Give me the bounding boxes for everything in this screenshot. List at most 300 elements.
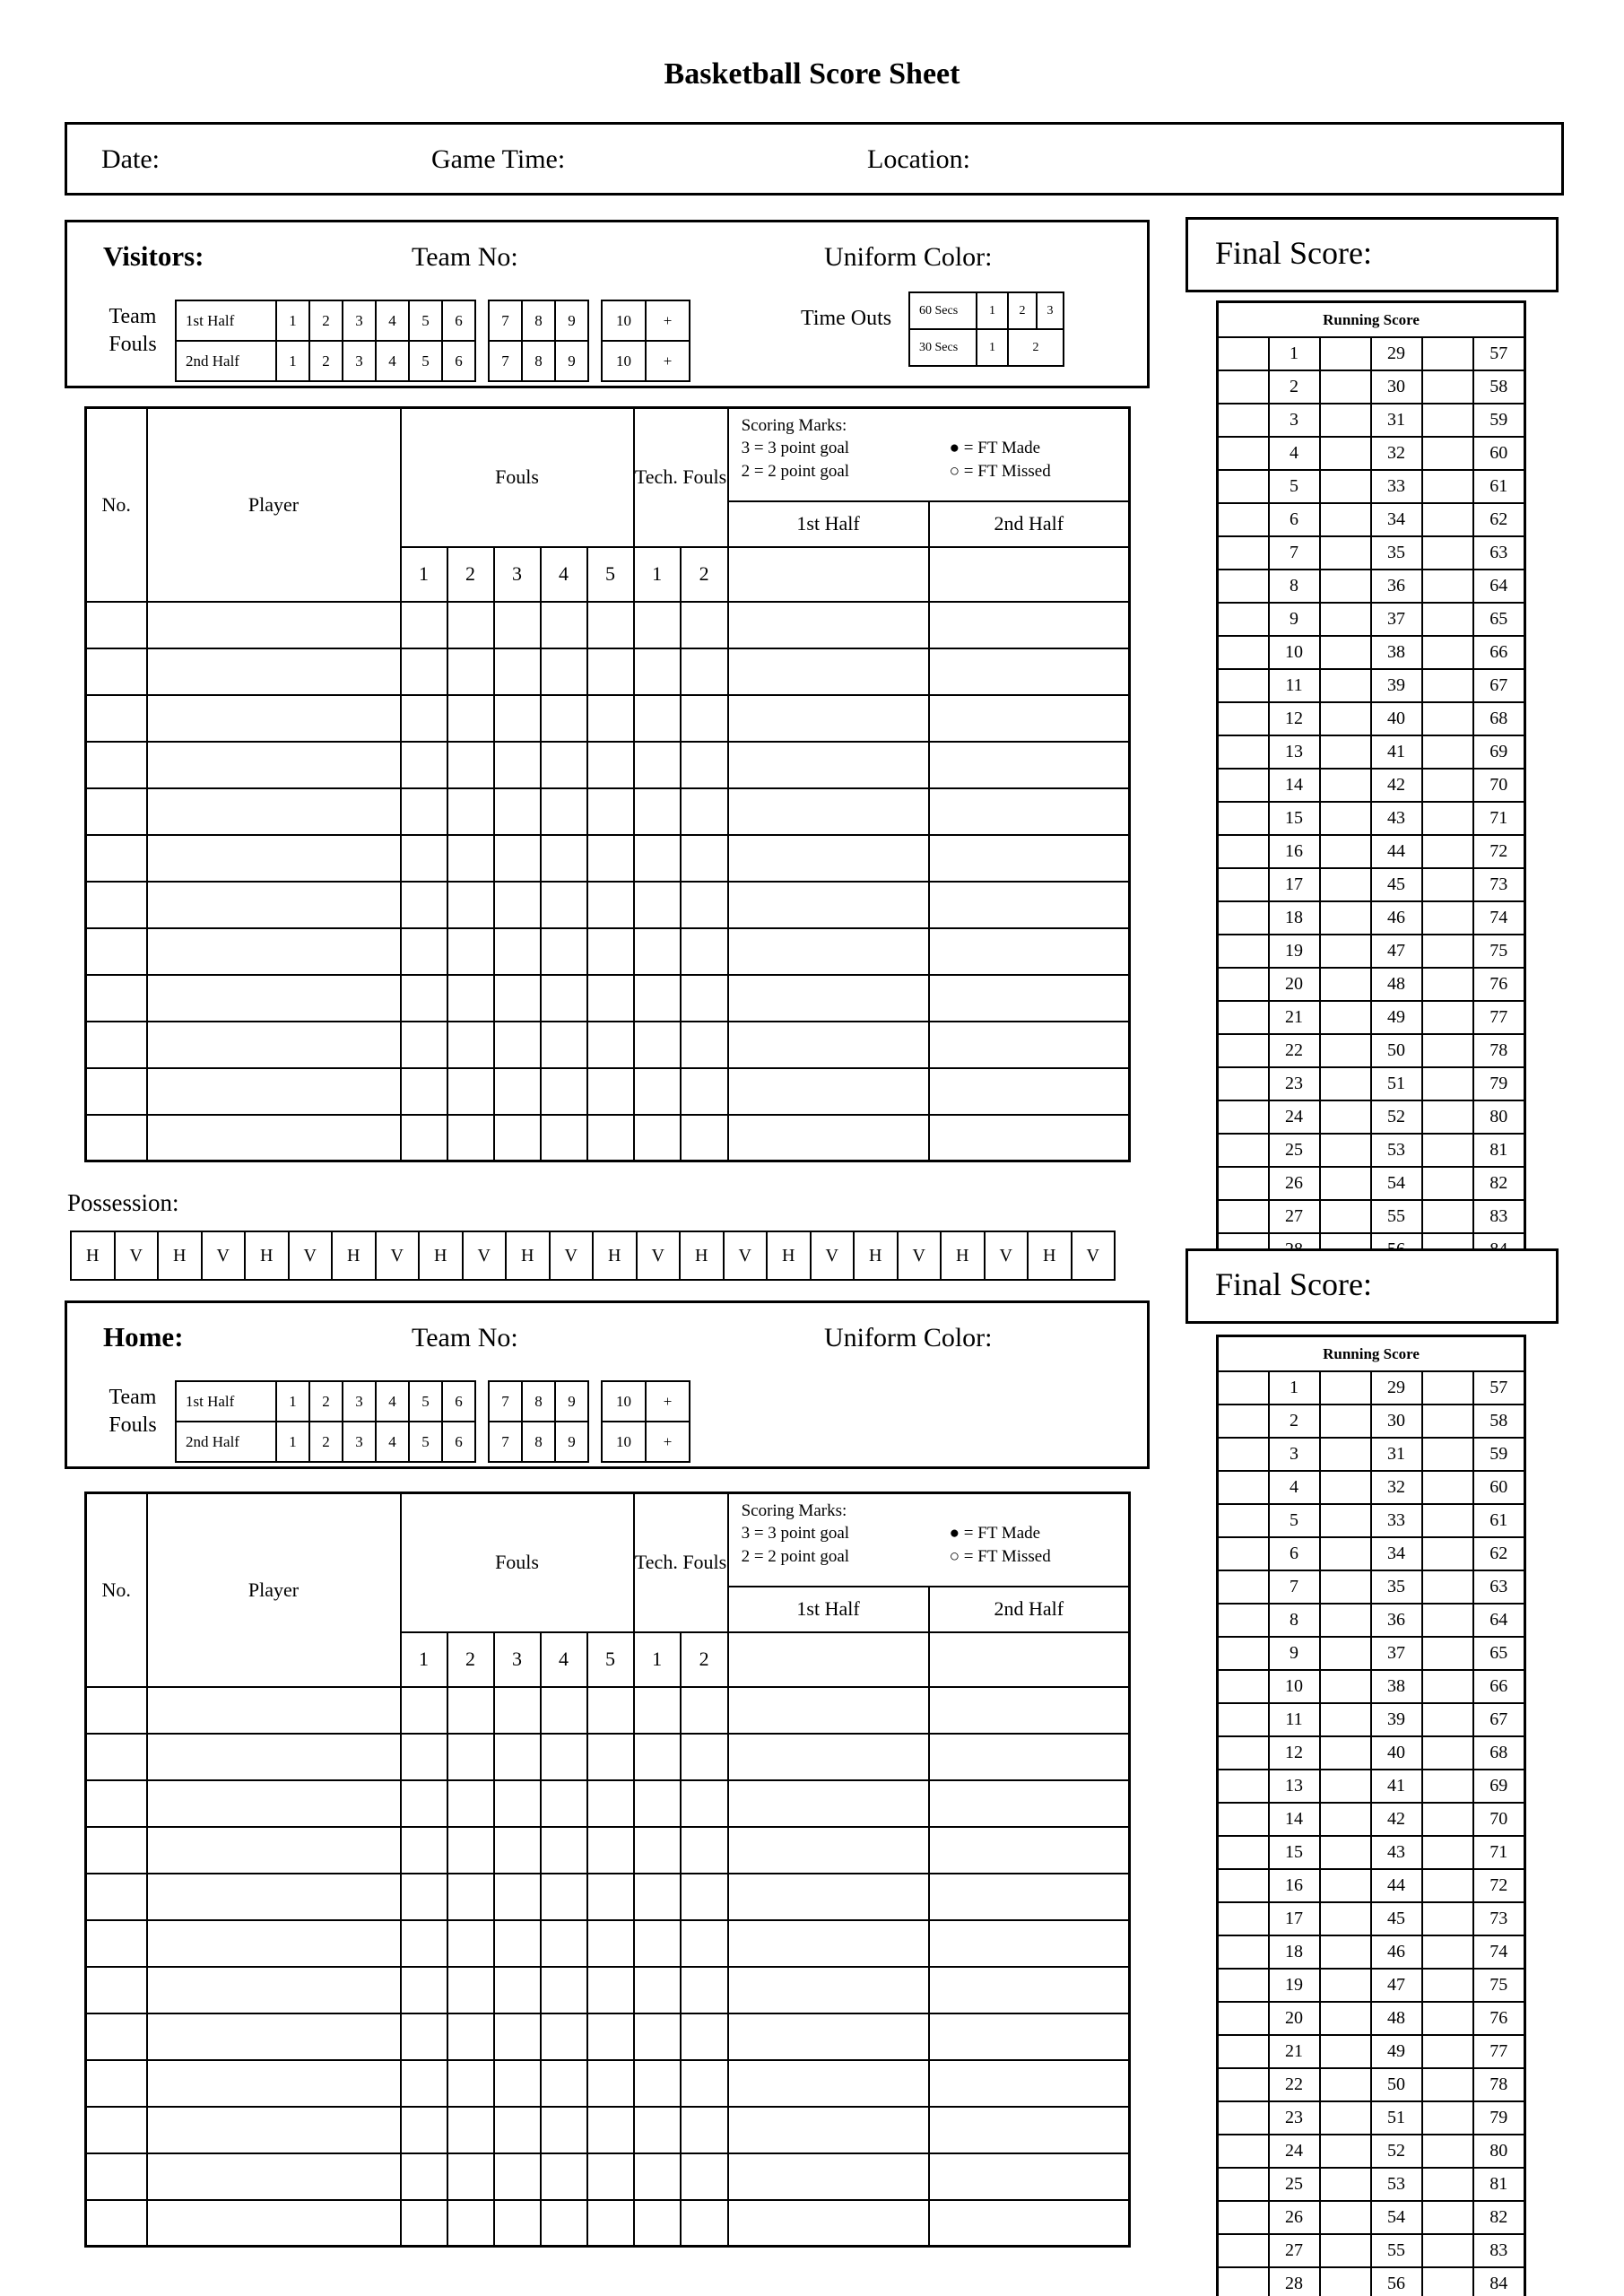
score-mark-cell[interactable]	[1422, 1969, 1473, 2002]
score-mark-cell[interactable]	[1422, 1471, 1473, 1504]
possession-cell-home[interactable]: H	[767, 1231, 811, 1280]
foul-mark-cell[interactable]	[587, 882, 634, 928]
score-mark-cell[interactable]	[1422, 536, 1473, 570]
tech-foul-mark-cell[interactable]	[634, 1115, 681, 1161]
score-number-cell[interactable]: 63	[1473, 536, 1525, 570]
score-number-cell[interactable]: 72	[1473, 1869, 1525, 1902]
score-number-cell[interactable]: 37	[1371, 603, 1422, 636]
score-mark-cell[interactable]	[1320, 2234, 1371, 2267]
first-half-scoring-cell[interactable]	[728, 1920, 929, 1967]
tech-foul-mark-cell[interactable]	[681, 1780, 728, 1827]
score-mark-cell[interactable]	[1320, 1537, 1371, 1570]
first-half-scoring-cell[interactable]	[728, 1967, 929, 2013]
time-out-cell[interactable]: 2	[1008, 329, 1064, 366]
score-mark-cell[interactable]	[1218, 2002, 1269, 2035]
team-foul-cell[interactable]: 3	[343, 1422, 376, 1462]
score-number-cell[interactable]: 21	[1269, 2035, 1320, 2068]
team-foul-cell[interactable]: 4	[376, 341, 409, 381]
score-number-cell[interactable]: 51	[1371, 2101, 1422, 2135]
tech-foul-mark-cell[interactable]	[681, 788, 728, 835]
score-number-cell[interactable]: 13	[1269, 735, 1320, 769]
score-mark-cell[interactable]	[1422, 2234, 1473, 2267]
foul-mark-cell[interactable]	[447, 2107, 494, 2153]
score-number-cell[interactable]: 43	[1371, 802, 1422, 835]
score-mark-cell[interactable]	[1218, 2234, 1269, 2267]
foul-mark-cell[interactable]	[401, 1687, 447, 1734]
foul-mark-cell[interactable]	[447, 1022, 494, 1068]
tech-foul-mark-cell[interactable]	[634, 788, 681, 835]
player-name-cell[interactable]	[147, 1967, 401, 2013]
second-half-scoring-cell[interactable]	[929, 2153, 1130, 2200]
tech-foul-mark-cell[interactable]	[634, 2200, 681, 2247]
score-mark-cell[interactable]	[1218, 1438, 1269, 1471]
score-number-cell[interactable]: 57	[1473, 1371, 1525, 1405]
possession-cell-visitor[interactable]: V	[724, 1231, 768, 1280]
score-number-cell[interactable]: 34	[1371, 1537, 1422, 1570]
tech-foul-mark-cell[interactable]	[681, 1874, 728, 1920]
foul-mark-cell[interactable]	[447, 1827, 494, 1874]
score-number-cell[interactable]: 48	[1371, 2002, 1422, 2035]
score-mark-cell[interactable]	[1320, 2035, 1371, 2068]
score-mark-cell[interactable]	[1320, 1935, 1371, 1969]
foul-mark-cell[interactable]	[401, 2060, 447, 2107]
score-number-cell[interactable]: 7	[1269, 536, 1320, 570]
score-number-cell[interactable]: 2	[1269, 1405, 1320, 1438]
score-number-cell[interactable]: 52	[1371, 2135, 1422, 2168]
score-mark-cell[interactable]	[1320, 1371, 1371, 1405]
foul-mark-cell[interactable]	[401, 788, 447, 835]
score-mark-cell[interactable]	[1422, 1034, 1473, 1067]
second-half-scoring-cell[interactable]	[929, 2107, 1130, 2153]
score-number-cell[interactable]: 67	[1473, 669, 1525, 702]
second-half-scoring-cell[interactable]	[929, 695, 1130, 742]
score-mark-cell[interactable]	[1320, 1637, 1371, 1670]
foul-mark-cell[interactable]	[541, 928, 587, 975]
foul-mark-cell[interactable]	[587, 1115, 634, 1161]
possession-cell-home[interactable]: H	[1028, 1231, 1072, 1280]
foul-mark-cell[interactable]	[494, 835, 541, 882]
second-half-scoring-cell[interactable]	[929, 1827, 1130, 1874]
score-mark-cell[interactable]	[1218, 968, 1269, 1001]
foul-mark-cell[interactable]	[587, 2153, 634, 2200]
foul-mark-cell[interactable]	[541, 2060, 587, 2107]
first-half-scoring-cell[interactable]	[728, 1068, 929, 1115]
score-number-cell[interactable]: 49	[1371, 2035, 1422, 2068]
score-mark-cell[interactable]	[1218, 1670, 1269, 1703]
foul-mark-cell[interactable]	[447, 2200, 494, 2247]
foul-mark-cell[interactable]	[447, 1920, 494, 1967]
score-number-cell[interactable]: 45	[1371, 1902, 1422, 1935]
player-no-cell[interactable]	[86, 1827, 147, 1874]
foul-mark-cell[interactable]	[401, 975, 447, 1022]
score-mark-cell[interactable]	[1218, 437, 1269, 470]
possession-cell-visitor[interactable]: V	[289, 1231, 333, 1280]
tech-foul-mark-cell[interactable]	[681, 928, 728, 975]
tech-foul-mark-cell[interactable]	[681, 2153, 728, 2200]
score-number-cell[interactable]: 42	[1371, 769, 1422, 802]
score-number-cell[interactable]: 65	[1473, 1637, 1525, 1670]
time-out-cell[interactable]: 1	[977, 329, 1008, 366]
team-foul-cell[interactable]: 6	[442, 1422, 475, 1462]
foul-mark-cell[interactable]	[447, 2013, 494, 2060]
score-number-cell[interactable]: 70	[1473, 1803, 1525, 1836]
score-mark-cell[interactable]	[1320, 2168, 1371, 2201]
score-number-cell[interactable]: 82	[1473, 2201, 1525, 2234]
score-mark-cell[interactable]	[1218, 1935, 1269, 1969]
foul-mark-cell[interactable]	[587, 1967, 634, 2013]
tech-foul-mark-cell[interactable]	[681, 1115, 728, 1161]
score-mark-cell[interactable]	[1422, 2135, 1473, 2168]
tech-foul-mark-cell[interactable]	[681, 1827, 728, 1874]
foul-mark-cell[interactable]	[401, 882, 447, 928]
player-name-cell[interactable]	[147, 1687, 401, 1734]
second-half-scoring-cell[interactable]	[929, 1734, 1130, 1780]
possession-cell-home[interactable]: H	[941, 1231, 985, 1280]
team-foul-cell[interactable]: 7	[489, 1381, 522, 1422]
tech-foul-mark-cell[interactable]	[634, 1734, 681, 1780]
score-number-cell[interactable]: 53	[1371, 2168, 1422, 2201]
score-mark-cell[interactable]	[1422, 2267, 1473, 2296]
team-foul-cell[interactable]: +	[646, 300, 690, 341]
tech-foul-mark-cell[interactable]	[681, 1920, 728, 1967]
first-half-scoring-cell[interactable]	[728, 1780, 929, 1827]
possession-cell-visitor[interactable]: V	[202, 1231, 246, 1280]
score-number-cell[interactable]: 30	[1371, 1405, 1422, 1438]
score-number-cell[interactable]: 81	[1473, 1134, 1525, 1167]
score-number-cell[interactable]: 79	[1473, 2101, 1525, 2135]
foul-mark-cell[interactable]	[401, 1734, 447, 1780]
score-mark-cell[interactable]	[1320, 901, 1371, 935]
player-no-cell[interactable]	[86, 2153, 147, 2200]
score-mark-cell[interactable]	[1320, 868, 1371, 901]
player-no-cell[interactable]	[86, 1780, 147, 1827]
score-number-cell[interactable]: 26	[1269, 2201, 1320, 2234]
foul-mark-cell[interactable]	[401, 742, 447, 788]
foul-mark-cell[interactable]	[401, 2200, 447, 2247]
possession-cell-home[interactable]: H	[419, 1231, 463, 1280]
score-number-cell[interactable]: 12	[1269, 702, 1320, 735]
score-number-cell[interactable]: 19	[1269, 1969, 1320, 2002]
tech-foul-mark-cell[interactable]	[634, 602, 681, 648]
score-mark-cell[interactable]	[1218, 1034, 1269, 1067]
foul-mark-cell[interactable]	[401, 2013, 447, 2060]
foul-mark-cell[interactable]	[587, 1874, 634, 1920]
score-number-cell[interactable]: 27	[1269, 2234, 1320, 2267]
score-mark-cell[interactable]	[1320, 2267, 1371, 2296]
second-half-scoring-cell[interactable]	[929, 975, 1130, 1022]
possession-cell-visitor[interactable]: V	[811, 1231, 855, 1280]
score-mark-cell[interactable]	[1218, 1405, 1269, 1438]
score-mark-cell[interactable]	[1422, 1537, 1473, 1570]
score-mark-cell[interactable]	[1422, 769, 1473, 802]
foul-mark-cell[interactable]	[447, 648, 494, 695]
first-half-scoring-cell[interactable]	[728, 695, 929, 742]
team-foul-cell[interactable]: 7	[489, 341, 522, 381]
score-number-cell[interactable]: 60	[1473, 437, 1525, 470]
score-mark-cell[interactable]	[1320, 1670, 1371, 1703]
foul-mark-cell[interactable]	[587, 1734, 634, 1780]
score-number-cell[interactable]: 71	[1473, 802, 1525, 835]
score-mark-cell[interactable]	[1320, 1969, 1371, 2002]
team-foul-cell[interactable]: 5	[409, 300, 442, 341]
score-mark-cell[interactable]	[1422, 1670, 1473, 1703]
team-foul-cell[interactable]: 1	[276, 1381, 309, 1422]
score-number-cell[interactable]: 67	[1473, 1703, 1525, 1736]
foul-mark-cell[interactable]	[447, 928, 494, 975]
time-out-cell[interactable]: 2	[1008, 292, 1037, 329]
score-mark-cell[interactable]	[1218, 1836, 1269, 1869]
foul-mark-cell[interactable]	[447, 882, 494, 928]
foul-mark-cell[interactable]	[587, 1022, 634, 1068]
score-mark-cell[interactable]	[1218, 1200, 1269, 1233]
score-mark-cell[interactable]	[1218, 1803, 1269, 1836]
score-number-cell[interactable]: 23	[1269, 2101, 1320, 2135]
score-mark-cell[interactable]	[1320, 636, 1371, 669]
tech-foul-mark-cell[interactable]	[681, 1734, 728, 1780]
score-number-cell[interactable]: 77	[1473, 2035, 1525, 2068]
score-number-cell[interactable]: 26	[1269, 1167, 1320, 1200]
team-foul-cell[interactable]: 9	[555, 300, 588, 341]
foul-mark-cell[interactable]	[401, 1920, 447, 1967]
score-number-cell[interactable]: 80	[1473, 1100, 1525, 1134]
score-mark-cell[interactable]	[1320, 570, 1371, 603]
player-no-cell[interactable]	[86, 788, 147, 835]
player-no-cell[interactable]	[86, 648, 147, 695]
first-half-scoring-cell[interactable]	[728, 2153, 929, 2200]
score-mark-cell[interactable]	[1218, 570, 1269, 603]
foul-mark-cell[interactable]	[494, 928, 541, 975]
score-number-cell[interactable]: 28	[1269, 2267, 1320, 2296]
score-number-cell[interactable]: 16	[1269, 1869, 1320, 1902]
foul-mark-cell[interactable]	[447, 1967, 494, 2013]
foul-mark-cell[interactable]	[587, 975, 634, 1022]
score-number-cell[interactable]: 64	[1473, 570, 1525, 603]
foul-mark-cell[interactable]	[541, 2200, 587, 2247]
score-mark-cell[interactable]	[1218, 1770, 1269, 1803]
score-mark-cell[interactable]	[1218, 835, 1269, 868]
score-number-cell[interactable]: 21	[1269, 1001, 1320, 1034]
score-mark-cell[interactable]	[1320, 669, 1371, 702]
player-name-cell[interactable]	[147, 2107, 401, 2153]
second-half-scoring-cell[interactable]	[929, 1967, 1130, 2013]
player-no-cell[interactable]	[86, 1734, 147, 1780]
score-number-cell[interactable]: 15	[1269, 802, 1320, 835]
score-mark-cell[interactable]	[1422, 669, 1473, 702]
score-number-cell[interactable]: 31	[1371, 404, 1422, 437]
score-mark-cell[interactable]	[1320, 935, 1371, 968]
foul-mark-cell[interactable]	[494, 2153, 541, 2200]
score-number-cell[interactable]: 11	[1269, 1703, 1320, 1736]
score-number-cell[interactable]: 69	[1473, 1770, 1525, 1803]
player-no-cell[interactable]	[86, 2200, 147, 2247]
second-half-scoring-cell[interactable]	[929, 928, 1130, 975]
score-mark-cell[interactable]	[1218, 1703, 1269, 1736]
score-number-cell[interactable]: 40	[1371, 702, 1422, 735]
score-mark-cell[interactable]	[1218, 769, 1269, 802]
team-foul-cell[interactable]: 1	[276, 1422, 309, 1462]
team-foul-cell[interactable]: 8	[522, 300, 555, 341]
score-mark-cell[interactable]	[1218, 2135, 1269, 2168]
second-half-scoring-cell[interactable]	[929, 2200, 1130, 2247]
player-name-cell[interactable]	[147, 1827, 401, 1874]
score-mark-cell[interactable]	[1218, 1471, 1269, 1504]
player-name-cell[interactable]	[147, 1780, 401, 1827]
score-mark-cell[interactable]	[1218, 2068, 1269, 2101]
score-number-cell[interactable]: 75	[1473, 935, 1525, 968]
score-number-cell[interactable]: 35	[1371, 1570, 1422, 1604]
foul-mark-cell[interactable]	[541, 1115, 587, 1161]
score-mark-cell[interactable]	[1320, 769, 1371, 802]
score-number-cell[interactable]: 18	[1269, 1935, 1320, 1969]
score-number-cell[interactable]: 32	[1371, 1471, 1422, 1504]
score-number-cell[interactable]: 4	[1269, 1471, 1320, 1504]
foul-mark-cell[interactable]	[587, 695, 634, 742]
score-number-cell[interactable]: 82	[1473, 1167, 1525, 1200]
team-foul-cell[interactable]: 3	[343, 341, 376, 381]
foul-mark-cell[interactable]	[587, 648, 634, 695]
first-half-scoring-cell[interactable]	[728, 602, 929, 648]
score-number-cell[interactable]: 66	[1473, 636, 1525, 669]
score-mark-cell[interactable]	[1422, 570, 1473, 603]
foul-mark-cell[interactable]	[541, 1687, 587, 1734]
foul-mark-cell[interactable]	[494, 882, 541, 928]
foul-mark-cell[interactable]	[541, 1874, 587, 1920]
score-number-cell[interactable]: 54	[1371, 1167, 1422, 1200]
score-mark-cell[interactable]	[1422, 1770, 1473, 1803]
score-mark-cell[interactable]	[1320, 370, 1371, 404]
foul-mark-cell[interactable]	[401, 928, 447, 975]
score-mark-cell[interactable]	[1422, 1134, 1473, 1167]
first-half-scoring-cell[interactable]	[728, 1734, 929, 1780]
team-foul-cell[interactable]: 8	[522, 1381, 555, 1422]
score-number-cell[interactable]: 79	[1473, 1067, 1525, 1100]
team-foul-cell[interactable]: 6	[442, 1381, 475, 1422]
team-foul-cell[interactable]: +	[646, 341, 690, 381]
foul-mark-cell[interactable]	[587, 1920, 634, 1967]
player-name-cell[interactable]	[147, 788, 401, 835]
score-mark-cell[interactable]	[1422, 2101, 1473, 2135]
tech-foul-mark-cell[interactable]	[681, 2107, 728, 2153]
score-number-cell[interactable]: 76	[1473, 968, 1525, 1001]
tech-foul-mark-cell[interactable]	[634, 2013, 681, 2060]
score-mark-cell[interactable]	[1422, 470, 1473, 503]
foul-mark-cell[interactable]	[401, 835, 447, 882]
score-number-cell[interactable]: 5	[1269, 1504, 1320, 1537]
score-number-cell[interactable]: 35	[1371, 536, 1422, 570]
player-name-cell[interactable]	[147, 602, 401, 648]
score-number-cell[interactable]: 22	[1269, 1034, 1320, 1067]
player-name-cell[interactable]	[147, 1115, 401, 1161]
foul-mark-cell[interactable]	[541, 1920, 587, 1967]
tech-foul-mark-cell[interactable]	[634, 2153, 681, 2200]
foul-mark-cell[interactable]	[447, 1115, 494, 1161]
score-number-cell[interactable]: 71	[1473, 1836, 1525, 1869]
foul-mark-cell[interactable]	[541, 2013, 587, 2060]
score-mark-cell[interactable]	[1422, 2002, 1473, 2035]
tech-foul-mark-cell[interactable]	[634, 2107, 681, 2153]
foul-mark-cell[interactable]	[494, 1068, 541, 1115]
score-number-cell[interactable]: 8	[1269, 570, 1320, 603]
first-half-scoring-cell[interactable]	[728, 2107, 929, 2153]
team-foul-cell[interactable]: 3	[343, 300, 376, 341]
score-mark-cell[interactable]	[1320, 1167, 1371, 1200]
score-mark-cell[interactable]	[1320, 1703, 1371, 1736]
score-number-cell[interactable]: 4	[1269, 437, 1320, 470]
score-number-cell[interactable]: 83	[1473, 2234, 1525, 2267]
possession-cell-visitor[interactable]: V	[985, 1231, 1029, 1280]
second-half-scoring-cell[interactable]	[929, 882, 1130, 928]
score-mark-cell[interactable]	[1422, 370, 1473, 404]
score-number-cell[interactable]: 29	[1371, 1371, 1422, 1405]
score-mark-cell[interactable]	[1320, 1736, 1371, 1770]
second-half-scoring-cell[interactable]	[929, 1022, 1130, 1068]
first-half-scoring-cell[interactable]	[728, 1687, 929, 1734]
tech-foul-mark-cell[interactable]	[681, 1068, 728, 1115]
possession-cell-visitor[interactable]: V	[115, 1231, 159, 1280]
score-number-cell[interactable]: 2	[1269, 370, 1320, 404]
score-number-cell[interactable]: 3	[1269, 1438, 1320, 1471]
score-number-cell[interactable]: 62	[1473, 503, 1525, 536]
score-number-cell[interactable]: 16	[1269, 835, 1320, 868]
score-number-cell[interactable]: 30	[1371, 370, 1422, 404]
foul-mark-cell[interactable]	[541, 1068, 587, 1115]
foul-mark-cell[interactable]	[541, 1734, 587, 1780]
score-number-cell[interactable]: 6	[1269, 503, 1320, 536]
score-number-cell[interactable]: 44	[1371, 1869, 1422, 1902]
first-half-scoring-cell[interactable]	[728, 975, 929, 1022]
score-number-cell[interactable]: 59	[1473, 1438, 1525, 1471]
first-half-scoring-cell[interactable]	[728, 835, 929, 882]
score-mark-cell[interactable]	[1218, 1371, 1269, 1405]
possession-cell-home[interactable]: H	[506, 1231, 550, 1280]
score-number-cell[interactable]: 20	[1269, 2002, 1320, 2035]
tech-foul-mark-cell[interactable]	[681, 602, 728, 648]
foul-mark-cell[interactable]	[541, 1827, 587, 1874]
score-mark-cell[interactable]	[1320, 1836, 1371, 1869]
foul-mark-cell[interactable]	[447, 1687, 494, 1734]
score-mark-cell[interactable]	[1218, 1637, 1269, 1670]
first-half-scoring-cell[interactable]	[728, 1827, 929, 1874]
player-name-cell[interactable]	[147, 648, 401, 695]
foul-mark-cell[interactable]	[494, 742, 541, 788]
score-number-cell[interactable]: 6	[1269, 1537, 1320, 1570]
possession-cell-visitor[interactable]: V	[898, 1231, 942, 1280]
score-number-cell[interactable]: 41	[1371, 735, 1422, 769]
foul-mark-cell[interactable]	[401, 1068, 447, 1115]
foul-mark-cell[interactable]	[587, 1780, 634, 1827]
score-number-cell[interactable]: 8	[1269, 1604, 1320, 1637]
score-number-cell[interactable]: 34	[1371, 503, 1422, 536]
possession-cell-visitor[interactable]: V	[463, 1231, 507, 1280]
score-mark-cell[interactable]	[1422, 1371, 1473, 1405]
score-mark-cell[interactable]	[1320, 1001, 1371, 1034]
score-number-cell[interactable]: 84	[1473, 2267, 1525, 2296]
score-mark-cell[interactable]	[1422, 802, 1473, 835]
score-number-cell[interactable]: 9	[1269, 1637, 1320, 1670]
score-mark-cell[interactable]	[1422, 1935, 1473, 1969]
score-number-cell[interactable]: 1	[1269, 1371, 1320, 1405]
score-mark-cell[interactable]	[1422, 404, 1473, 437]
score-number-cell[interactable]: 77	[1473, 1001, 1525, 1034]
score-mark-cell[interactable]	[1320, 603, 1371, 636]
score-number-cell[interactable]: 78	[1473, 2068, 1525, 2101]
tech-foul-mark-cell[interactable]	[634, 1068, 681, 1115]
score-mark-cell[interactable]	[1422, 2035, 1473, 2068]
score-mark-cell[interactable]	[1320, 1405, 1371, 1438]
possession-cell-home[interactable]: H	[854, 1231, 898, 1280]
foul-mark-cell[interactable]	[494, 1734, 541, 1780]
player-name-cell[interactable]	[147, 2200, 401, 2247]
